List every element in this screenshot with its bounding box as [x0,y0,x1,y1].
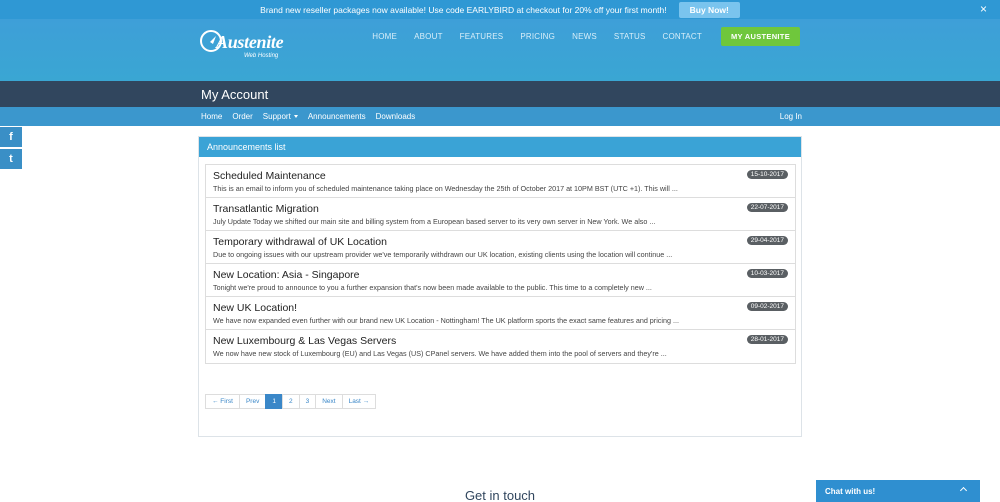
main-nav [355,27,800,46]
date-badge: 28-01-2017 [747,335,788,344]
nav-news[interactable]: NEWS [572,32,597,41]
account-nav [0,107,1000,126]
logo-tagline: Web Hosting [244,53,279,59]
date-badge: 15-10-2017 [747,170,788,179]
pagination-page-1[interactable]: 1 [265,394,283,409]
announcements-list [205,164,796,364]
announcement-title[interactable]: Scheduled Maintenance [213,170,326,182]
announcement-title[interactable]: New UK Location! [213,302,298,314]
pagination-prev[interactable]: Prev [239,394,266,409]
announcement-excerpt: We have now expanded even further with our brand new UK Location - Nottingham! The UK platform sports the exact same features and pricing ... [213,316,679,325]
announcement-title[interactable]: New Luxembourg & Las Vegas Servers [213,335,397,347]
promo-text: Brand new reseller packages now available! Use code EARLYBIRD at checkout for 20% off your first month! [260,4,667,15]
date-badge: 22-07-2017 [747,203,788,212]
facebook-icon[interactable]: f [0,127,22,147]
nav-pricing[interactable]: PRICING [520,32,556,41]
nav-about[interactable]: ABOUT [414,32,443,41]
logo-name: Austenite [216,32,284,52]
announcement-row[interactable] [206,165,795,198]
date-badge: 29-04-2017 [747,236,788,245]
my-austenite-button[interactable]: MY AUSTENITE [721,27,800,46]
announcement-title[interactable]: New Location: Asia - Singapore [213,269,360,281]
page-title: My Account [201,86,269,102]
login-link[interactable]: Log In [779,112,802,121]
chevron-up-icon[interactable] [960,487,967,494]
subnav-announcements[interactable]: Announcements [307,112,366,121]
announcement-row[interactable] [206,198,795,231]
date-badge: 10-03-2017 [747,269,788,278]
subnav-order[interactable]: Order [232,112,253,121]
chat-label: Chat with us! [825,486,876,496]
twitter-icon[interactable]: t [0,149,22,169]
logo[interactable] [200,30,295,64]
announcements-panel [198,136,802,437]
announcement-title[interactable]: Transatlantic Migration [213,203,319,215]
pagination-last[interactable]: Last → [342,394,377,409]
announcement-excerpt: Tonight we're proud to announce to you a further expansion that's now been made available to the public. This time to a completely new ... [213,283,652,292]
nav-home[interactable]: HOME [372,32,398,41]
announcement-row[interactable] [206,264,795,297]
pagination-next[interactable]: Next [315,394,342,409]
social-bar [0,127,22,171]
close-icon[interactable]: × [979,2,987,16]
nav-contact[interactable]: CONTACT [662,32,702,41]
subnav-home[interactable]: Home [201,112,223,121]
announcement-row[interactable] [206,330,795,363]
nav-features[interactable]: FEATURES [459,32,504,41]
subnav-downloads[interactable]: Downloads [375,112,416,121]
panel-heading: Announcements list [199,137,801,157]
pagination-page-3[interactable]: 3 [299,394,317,409]
pagination-first[interactable]: ← First [205,394,240,409]
announcement-excerpt: We now have new stock of Luxembourg (EU) and Las Vegas (US) CPanel servers. We have added them into the pool of servers and they're ... [213,349,667,358]
date-badge: 09-02-2017 [747,302,788,311]
announcement-excerpt: Due to ongoing issues with our upstream provider we've temporarily withdrawn our UK location, existing clients using the location will continue ... [213,250,673,259]
footer-heading: Get in touch [464,488,536,502]
title-strip [0,81,1000,107]
caret-down-icon [294,115,298,118]
pagination [205,394,376,409]
chat-widget[interactable] [816,480,980,502]
announcement-row[interactable] [206,297,795,330]
announcement-excerpt: This is an email to inform you of scheduled maintenance taking place on Wednesday the 25th of October 2017 at 10PM BST (UTC +1). This will ... [213,184,678,193]
pagination-page-2[interactable]: 2 [282,394,300,409]
site-header [0,19,1000,81]
announcement-title[interactable]: Temporary withdrawal of UK Location [213,236,387,248]
subnav-support[interactable] [263,112,298,121]
subnav-support-label: Support [262,112,291,121]
announcement-row[interactable] [206,231,795,264]
promo-bar [0,0,1000,19]
announcement-excerpt: July Update Today we shifted our main site and billing system from a European based server to its very own server in New York. We also ... [213,217,656,226]
buy-now-button[interactable]: Buy Now! [679,2,740,18]
nav-status[interactable]: STATUS [613,32,646,41]
